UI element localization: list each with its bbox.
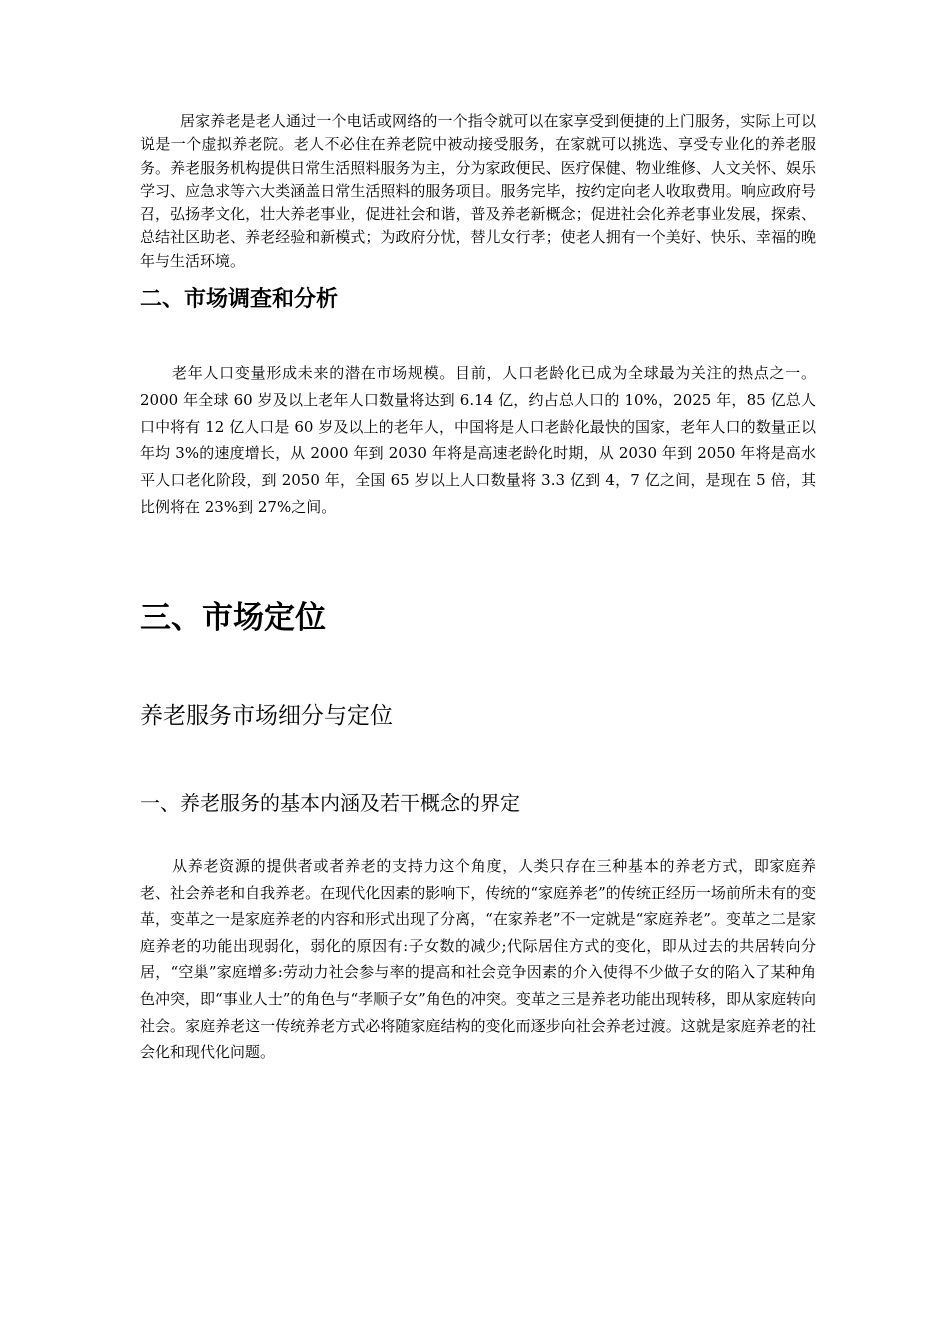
- basic-concepts-paragraph: 从养老资源的提供者或者养老的支持力这个角度，人类只存在三种基本的养老方式，即家庭养老、社会养老和自我养老。在现代化因素的影响下，传统的“家庭养老”的传统正经历一场前所未有的变革，变革之一是家庭养老的内容和形式出现了分离，“在家养老”不一定就是“家庭养老”。变革之二是家庭养老的功能出现弱化，弱化的原因有:子女数的减少;代际居住方式的变化，即从过去的共居转向分居，“空巢”家庭增多:劳动力社会参与率的提高和社会竞争因素的介入使得不少做子女的陷入了某种角色冲突，即“事业人士”的角色与“孝顺子女”角色的冲突。变革之三是养老功能出现转移，即从家庭转向社会。家庭养老这一传统养老方式必将随家庭结构的变化而逐步向社会养老过渡。这就是家庭养老的社会化和现代化问题。: [140, 857, 816, 1062]
- subsection-heading-basic-concepts: 一、养老服务的基本内涵及若干概念的界定: [140, 791, 520, 815]
- subheading-market-segmentation: 养老服务市场细分与定位: [140, 703, 393, 729]
- section-heading-market-research: 二、市场调查和分析: [140, 287, 339, 312]
- intro-paragraph: 居家养老是老人通过一个电话或网络的一个指令就可以在家享受到便捷的上门服务，实际上可以说是一个虚拟养老院。老人不必住在养老院中被动接受服务，在家就可以挑选、享受专业化的养老服务。养老服务机构提供日常生活照料服务为主，分为家政便民、医疗保健、物业维修、人文关怀、娱乐学习、应急求等六大类涵盖日常生活照料的服务项目。服务完毕，按约定向老人收取费用。响应政府号召，弘扬孝文化，壮大养老事业，促进社会和谐，普及养老新概念；促进社会化养老事业发展，探索、总结社区助老、养老经验和新模式；为政府分忧，替儿女行孝；使老人拥有一个美好、快乐、幸福的晚年与生活环境。: [140, 112, 816, 270]
- market-research-paragraph: 老年人口变量形成未来的潜在市场规模。目前，人口老龄化已成为全球最为关注的热点之一。2000 年全球 60 岁及以上老年人口数量将达到 6.14 亿，约占总人口的 10%，2025 年，85 亿总人口中将有 12 亿人口是 60 岁及以上的老年人，中国将是人口老龄化最快的国家，老年人口的数量正以年均 3%的速度增长，从 2000 年到 2030 年将是高速老龄化时期，从 2030 年到 2050 年将是高水平人口老化阶段，到 2050 年，全国 65 岁以上人口数量将 3.3 亿到 4，7 亿之间，是现在 5 倍，其比例将在 23%到 27%之间。: [140, 364, 816, 516]
- section-heading-market-positioning: 三、市场定位: [140, 600, 326, 636]
